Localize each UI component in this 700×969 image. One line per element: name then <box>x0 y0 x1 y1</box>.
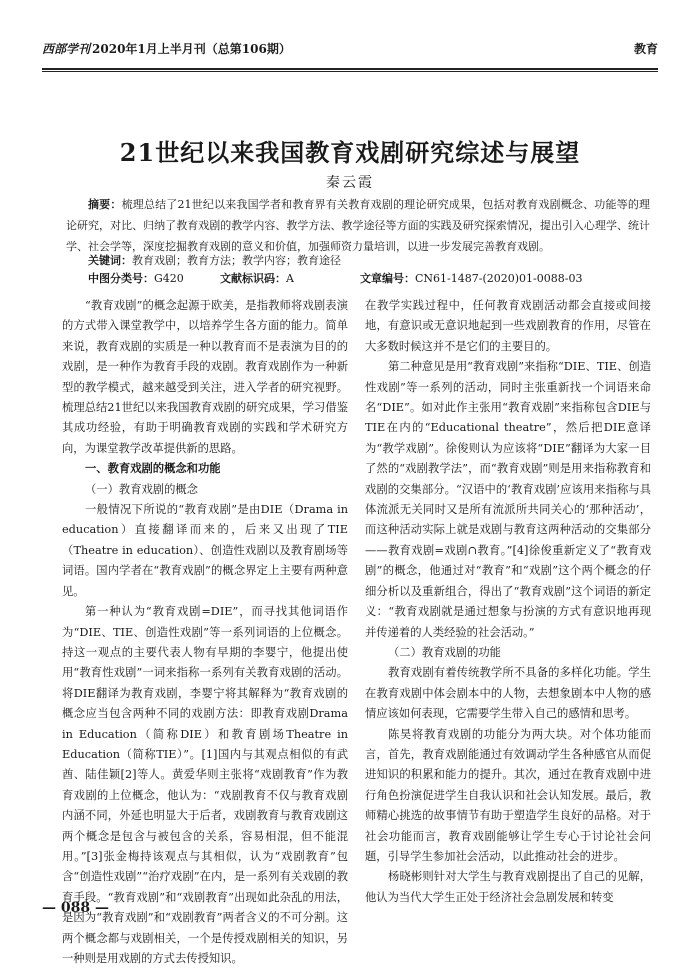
body-paragraph: 教育戏剧有着传统教学所不具备的多样化功能。学生在教育戏剧中体会剧本中的人物，去想象剧本中人物的感情应该如何表现，它需要学生带入自己的感情和思考。 <box>365 666 651 721</box>
clc-field <box>88 270 184 286</box>
article-title: 21世纪以来我国教育戏剧研究综述与展望 <box>119 138 581 168</box>
abstract-text: 梳理总结了21世纪以来我国学者和教育界有关教育戏剧的理论研究成果，包括对教育戏剧概念、功能等的理论研究，对比、归纳了教育戏剧的教学内容、教学方法、教学途径等方面的实践及研究探索情况，提出引入心理学、统计学、社会学等，深度挖掘教育戏剧的意义和价值，加强师资力量培训，以进一步发展完善教育戏剧。 <box>66 198 651 253</box>
header-rule-thin <box>42 71 658 72</box>
journal-issue: 2020年1月上半月刊（总第106期） <box>92 42 291 56</box>
doc-code-field <box>220 270 294 286</box>
subsection-heading: （一）教育戏剧的概念 <box>85 482 198 496</box>
body-paragraph: 杨晓彬则针对大学生与教育戏剧提出了自己的见解，他认为当代大学生正处于经济社会急剧发展和转变 <box>365 870 651 904</box>
article-author: 秦云霞 <box>326 175 374 191</box>
body-column-right <box>365 296 651 908</box>
body-paragraph: 一般情况下所说的“教育戏剧”是由DIE（Drama in education）直接翻译而来的，后来又出现了TIE（Theatre in education）、创造性戏剧以及教育剧场等词语。国内学者在“教育戏剧”的概念界定上主要有两种意见。 <box>62 503 348 598</box>
doc-code-value: A <box>286 272 294 285</box>
journal-info <box>42 40 291 57</box>
body-paragraph: 陈昊将教育戏剧的功能分为两大块。对个体功能而言，首先，教育戏剧能通过有效调动学生各种感官从而促进知识的积累和能力的提升。其次，通过在教育戏剧中进行角色扮演促进学生自我认识和社会认知发展。最后，教师精心挑选的故事情节有助于塑造学生良好的品格。对于社会功能而言，教育戏剧能够让学生专心于讨论社会问题，引导学生参加社会活动，以此推动社会的进步。 <box>365 727 651 863</box>
header-rule-thick <box>42 68 658 70</box>
article-no-label: 文章编号： <box>360 272 415 285</box>
article-no-field <box>360 270 582 286</box>
keywords-text: 教育戏剧；教育方法；教学内容；教育途径 <box>132 254 341 267</box>
article-no-value: CN61-1487-(2020)01-0088-03 <box>415 272 583 285</box>
body-column-left <box>62 296 348 969</box>
subsection-heading: （二）教育戏剧的功能 <box>388 645 501 659</box>
article-meta <box>88 270 650 286</box>
body-paragraph: “教育戏剧”的概念起源于欧美，是指教师将戏剧表演的方式带入课堂教学中，以培养学生各方面的能力。简单来说，教育戏剧的实质是一种以教育而不是表演为目的的戏剧，是一种作为教育手段的戏剧。教育戏剧作为一种新型的教学模式，越来越受到关注，进入学者的研究视野。梳理总结21世纪以来我国教育戏剧的研究成果，学习借鉴其成功经验，有助于明确教育戏剧的实践和学术研究方向，为课堂教学改革提供新的思路。 <box>62 299 348 455</box>
body-paragraph: 在教学实践过程中，任何教育戏剧活动都会直接或间接地，有意识或无意识地起到一些戏剧教育的作用，尽管在大多数时候这并不是它们的主要目的。 <box>365 299 651 353</box>
body-paragraph: 第二种意见是用“教育戏剧”来指称“DIE、TIE、创造性戏剧”等一系列的活动，同时主张重新找一个词语来命名“DIE”。如对此作主张用“教育戏剧”来指称包含DIE与TIE在内的“Educational theatre”，然后把DIE意译为“教学戏剧”。徐俊则认为应该将“DIE”翻译为大家一目了然的“戏剧教学法”，而“教育戏剧”则是用来指称教育和戏剧的交集部分。“汉语中的‘教育戏剧’应该用来指称与具体流派无关同时又是所有流派所共同关心的‘那种活动’，而这种活动实际上就是戏剧与教育这两种活动的交集部分——教育戏剧=戏剧∩教育。”[4]徐俊重新定义了“教育戏剧”的概念，他通过对“教育”和“戏剧”这个两个概念的仔细分析以及重新组合，得出了“教育戏剧”这个词语的新定义：“教育戏剧就是通过想象与扮演的方式有意识地再现并传递着的人类经验的社会活动。” <box>365 360 651 639</box>
abstract <box>66 194 650 257</box>
section-label: 教育 <box>633 42 658 56</box>
doc-code-label: 文献标识码： <box>220 272 286 285</box>
keywords-label: 关键词： <box>88 254 132 267</box>
clc-value: G420 <box>154 272 184 285</box>
clc-label: 中图分类号： <box>88 272 154 285</box>
body-paragraph: 第一种认为“教育戏剧=DIE”，而寻找其他词语作为“DIE、TIE、创造性戏剧”等一系列词语的上位概念。持这一观点的主要代表人物有早期的李婴宁，他提出使用“教育性戏剧”一词来指称一系列有关教育戏剧的活动。将DIE翻译为教育戏剧，李婴宁将其解释为“教育戏剧的概念应当包含两种不同的戏剧方法：即教育戏剧Drama in Education（简称DIE）和教育剧场Theatre in Education（简称TIE）”。[1]国内与其观点相似的有武酋、陆佳颖[2]等人。黄爱华则主张将“戏剧教育”作为教育戏剧的上位概念，他认为：“戏剧教育不仅与教育戏剧内涵不同，外延也明显大于后者，戏剧教育与教育戏剧这两个概念是包含与被包含的关系，容易相混，但不能混用。”[3]张金梅持该观点与其相似，认为“戏剧教育”包含“创造性戏剧”“治疗戏剧”在内，是一系列有关戏剧的教育手段。“教育戏剧”和“戏剧教育”出现如此杂乱的用法，是因为“教育戏剧”和“戏剧教育”两者含义的不可分割。这两个概念都与戏剧相关，一个是传授戏剧相关的知识，另一种则是用戏剧的方式去传授知识。 <box>62 605 348 965</box>
abstract-label: 摘要： <box>88 198 122 211</box>
page-header <box>42 40 658 60</box>
section-heading: 一、教育戏剧的概念和功能 <box>85 462 221 476</box>
journal-logo: 西部学刊 <box>42 42 91 56</box>
page-number: — 088 — <box>42 900 109 916</box>
keywords <box>88 252 341 268</box>
